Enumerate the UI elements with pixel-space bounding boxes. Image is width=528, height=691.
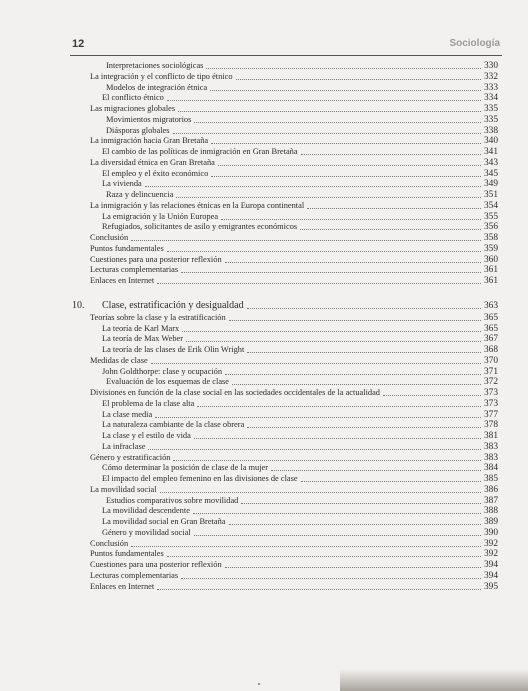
dot-leader xyxy=(225,261,481,263)
dot-leader xyxy=(236,78,481,80)
toc-page-number: 360 xyxy=(483,255,498,265)
toc-entry-title: Lecturas complementarias xyxy=(90,571,179,580)
dot-leader xyxy=(167,250,481,252)
toc-entry xyxy=(102,398,498,409)
toc-entry-title: Cómo determinar la posición de clase de la mujer xyxy=(102,463,269,472)
dot-leader xyxy=(186,340,481,342)
toc-entry-title: La teoría de las clases de Erik Olin Wright xyxy=(102,345,245,354)
toc-entry-title: Enlaces en Internet xyxy=(90,276,155,285)
toc-entry xyxy=(90,157,498,168)
toc-page-number: 349 xyxy=(483,179,498,189)
toc-entry xyxy=(90,135,498,146)
dot-leader xyxy=(194,437,481,439)
dot-leader xyxy=(176,196,481,198)
chapter-title: Clase, estratificación y desigualdad xyxy=(102,300,244,311)
toc-entry xyxy=(90,570,498,581)
toc-entry xyxy=(90,200,498,211)
toc-page-number: 361 xyxy=(483,276,498,286)
toc-page-number: 355 xyxy=(483,212,498,222)
dot-leader xyxy=(229,523,481,525)
toc-entry-title: Enlaces en Internet xyxy=(90,582,155,591)
dot-leader xyxy=(300,228,481,230)
toc-entry xyxy=(106,114,498,125)
toc-chapter xyxy=(72,300,498,311)
dot-leader xyxy=(211,175,481,177)
toc-page-number: 341 xyxy=(483,147,498,157)
dot-leader xyxy=(229,319,481,321)
toc-page-number: 365 xyxy=(483,324,498,334)
toc-page-number: 368 xyxy=(483,345,498,355)
dot-leader xyxy=(194,121,481,123)
toc-entry-title: Divisiones en función de la clase social en las sociedades occidentales de la actualidad xyxy=(90,388,380,397)
dot-leader xyxy=(232,383,481,385)
toc-entry-title: Estudios comparativos sobre movilidad xyxy=(106,496,239,505)
toc-entry xyxy=(102,178,498,189)
toc-entry-title: La inmigración y las relaciones étnicas en la Europa continental xyxy=(90,201,305,210)
toc-entry-title: Puntos fundamentales xyxy=(90,244,164,253)
toc-entry-title: Cuestiones para una posterior reflexión xyxy=(90,255,222,264)
dot-leader xyxy=(247,351,481,353)
scan-shadow xyxy=(340,669,528,691)
toc-entry-title: Interpretaciones sociológicas xyxy=(106,61,204,70)
toc-page-number: 338 xyxy=(483,126,498,136)
toc-entry-title: Raza y delincuencia xyxy=(106,190,174,199)
toc-entry-title: La emigración y la Unión Europea xyxy=(102,212,219,221)
toc-entry-title: Refugiados, solicitantes de asilo y emigrantes económicos xyxy=(102,222,298,231)
dot-leader xyxy=(301,480,481,482)
dot-leader xyxy=(241,502,481,504)
toc-entry-title: Movimientos migratorios xyxy=(106,115,192,124)
toc-page-number: 335 xyxy=(483,104,498,114)
toc-entry xyxy=(90,243,498,254)
toc-entry xyxy=(90,264,498,275)
toc-entry xyxy=(102,333,498,344)
dot-leader xyxy=(218,164,481,166)
toc-page-number: 343 xyxy=(483,158,498,168)
toc-entry xyxy=(90,355,498,366)
toc-entry-title: La teoría de Max Weber xyxy=(102,334,184,343)
toc-page-number: 365 xyxy=(483,313,498,323)
dot-leader xyxy=(193,512,481,514)
toc-entry xyxy=(90,312,498,323)
dot-leader xyxy=(155,416,481,418)
dot-leader xyxy=(157,588,481,590)
toc-page-number: 372 xyxy=(483,377,498,387)
dot-leader xyxy=(221,218,481,220)
toc-page-number: 345 xyxy=(483,169,498,179)
dot-leader xyxy=(182,330,481,332)
toc-entry-title: La inmigración hacia Gran Bretaña xyxy=(90,136,209,145)
toc-page-number: 359 xyxy=(483,244,498,254)
toc-entry xyxy=(102,221,498,232)
toc-entry xyxy=(102,441,498,452)
toc-entry-title: La movilidad social xyxy=(90,485,157,494)
toc-entry xyxy=(106,189,498,200)
toc-entry xyxy=(102,344,498,355)
dot-leader xyxy=(225,566,481,568)
toc-entry-title: El impacto del empleo femenino en las divisiones de clase xyxy=(102,474,298,483)
toc-page-number: 383 xyxy=(483,453,498,463)
toc-entry-title: Modelos de integración étnica xyxy=(106,83,208,92)
dot-leader xyxy=(247,307,481,309)
toc-page-number: 381 xyxy=(483,431,498,441)
toc-entry xyxy=(90,559,498,570)
toc-page-number: 395 xyxy=(483,582,498,592)
page-mark xyxy=(258,683,260,685)
dot-leader xyxy=(157,282,481,284)
dot-leader xyxy=(145,185,481,187)
header-rule xyxy=(70,55,502,56)
toc-page-number: 361 xyxy=(483,265,498,275)
toc-entry-title: La naturaleza cambiante de la clase obrera xyxy=(102,420,245,429)
toc-entry xyxy=(102,430,498,441)
toc-entry xyxy=(90,581,498,592)
toc-page-number: 351 xyxy=(483,190,498,200)
toc-page-number: 394 xyxy=(483,560,498,570)
toc-page-number: 378 xyxy=(483,420,498,430)
toc-entry xyxy=(90,71,498,82)
toc-entry-title: Teorías sobre la clase y la estratificación xyxy=(90,313,226,322)
toc-page-number: 358 xyxy=(483,233,498,243)
toc-page-number: 371 xyxy=(483,367,498,377)
toc-page-number: 373 xyxy=(483,399,498,409)
toc-entry-title: Género y movilidad social xyxy=(102,528,191,537)
dot-leader xyxy=(151,362,481,364)
toc-entry-title: La diversidad étnica en Gran Bretaña xyxy=(90,158,215,167)
toc-entry xyxy=(102,419,498,430)
toc-entry-title: Evaluación de los esquemas de clase xyxy=(106,377,230,386)
toc-page-number: 373 xyxy=(483,388,498,398)
toc-entry-title: La movilidad descendente xyxy=(102,506,190,515)
toc-entry xyxy=(102,473,498,484)
toc-entry-title xyxy=(72,301,244,311)
dot-leader xyxy=(225,373,481,375)
dot-leader xyxy=(247,426,481,428)
toc-entry-title: La clase media xyxy=(102,410,153,419)
toc-page-number: 392 xyxy=(483,539,498,549)
dot-leader xyxy=(197,405,481,407)
dot-leader xyxy=(178,110,481,112)
toc-page-number: 333 xyxy=(483,83,498,93)
toc-page-number: 367 xyxy=(483,334,498,344)
toc-entry-title: La movilidad social en Gran Bretaña xyxy=(102,517,226,526)
toc-entry-title: Cuestiones para una posterior reflexión xyxy=(90,560,222,569)
toc-page-number: 394 xyxy=(483,571,498,581)
toc-entry-title: El problema de la clase alta xyxy=(102,399,195,408)
toc-entry xyxy=(102,146,498,157)
toc-page-number: 332 xyxy=(483,72,498,82)
dot-leader xyxy=(211,142,481,144)
toc-entry-title: La integración y el conflicto de tipo étnico xyxy=(90,72,233,81)
dot-leader xyxy=(383,394,481,396)
toc-entry-title: El conflicto étnico xyxy=(102,93,164,102)
toc-entry-title: El cambio de las políticas de inmigración en Gran Bretaña xyxy=(102,147,298,156)
toc-page-number: 377 xyxy=(483,410,498,420)
toc-entry xyxy=(90,103,498,114)
toc-entry-title: Género y estratificación xyxy=(90,453,171,462)
dot-leader xyxy=(301,153,481,155)
toc-entry xyxy=(90,232,498,243)
toc-page-number: 392 xyxy=(483,549,498,559)
toc-page-number: 335 xyxy=(483,115,498,125)
dot-leader xyxy=(173,459,480,461)
toc-entry-title: John Goldthorpe: clase y ocupación xyxy=(102,367,223,376)
toc-entry-title: La teoría de Karl Marx xyxy=(102,324,180,333)
toc-entry-title: Puntos fundamentales xyxy=(90,549,164,558)
toc-page-number: 354 xyxy=(483,201,498,211)
toc-entry xyxy=(90,484,498,495)
dot-leader xyxy=(173,132,481,134)
toc-entry-title: El empleo y el éxito económico xyxy=(102,169,209,178)
dot-leader xyxy=(131,545,481,547)
toc-entry xyxy=(102,462,498,473)
dot-leader xyxy=(271,469,481,471)
toc-page-number: 330 xyxy=(483,61,498,71)
toc-entry-title: Lecturas complementarias xyxy=(90,265,179,274)
dot-leader xyxy=(206,67,481,69)
toc-page-number: 370 xyxy=(483,356,498,366)
toc-entry-title: La vivienda xyxy=(102,179,142,188)
toc-page-number: 356 xyxy=(483,222,498,232)
toc-entry-title: Conclusión xyxy=(90,539,129,548)
toc-entry-title: La clase y el estilo de vida xyxy=(102,431,191,440)
dot-leader xyxy=(131,239,481,241)
toc-page-number: 388 xyxy=(483,506,498,516)
toc-entry xyxy=(106,60,498,71)
page-number: 12 xyxy=(72,38,85,50)
toc-entry xyxy=(102,505,498,516)
toc-page-number: 363 xyxy=(483,301,498,311)
dot-leader xyxy=(210,89,481,91)
toc-entry xyxy=(90,387,498,398)
toc-entry-title: Medidas de clase xyxy=(90,356,148,365)
toc-page-number: 387 xyxy=(483,496,498,506)
dot-leader xyxy=(160,491,481,493)
toc-page-number: 385 xyxy=(483,474,498,484)
toc-page-number: 386 xyxy=(483,485,498,495)
running-title: Sociología xyxy=(449,38,500,49)
toc-entry xyxy=(90,548,498,559)
dot-leader xyxy=(167,99,481,101)
toc-entry xyxy=(102,92,498,103)
toc-page-number: 384 xyxy=(483,463,498,473)
chapter-number: 10. xyxy=(72,300,85,311)
toc-page-number: 334 xyxy=(483,93,498,103)
dot-leader xyxy=(167,555,481,557)
toc-entry-title: Diásporas globales xyxy=(106,126,170,135)
toc-entry xyxy=(102,516,498,527)
toc-entry xyxy=(106,376,498,387)
toc-entry xyxy=(90,275,498,286)
toc-entry xyxy=(102,527,498,538)
dot-leader xyxy=(181,271,481,273)
toc-entry-title: Conclusión xyxy=(90,233,129,242)
toc-page-number: 390 xyxy=(483,528,498,538)
toc-entry-title: Las migraciones globales xyxy=(90,104,176,113)
toc-page-number: 389 xyxy=(483,517,498,527)
dot-leader xyxy=(148,448,480,450)
dot-leader xyxy=(307,207,481,209)
toc-page-number: 340 xyxy=(483,136,498,146)
toc-entry-title: La infraclase xyxy=(102,442,146,451)
toc-page-number: 383 xyxy=(483,442,498,452)
dot-leader xyxy=(181,577,481,579)
dot-leader xyxy=(194,534,481,536)
